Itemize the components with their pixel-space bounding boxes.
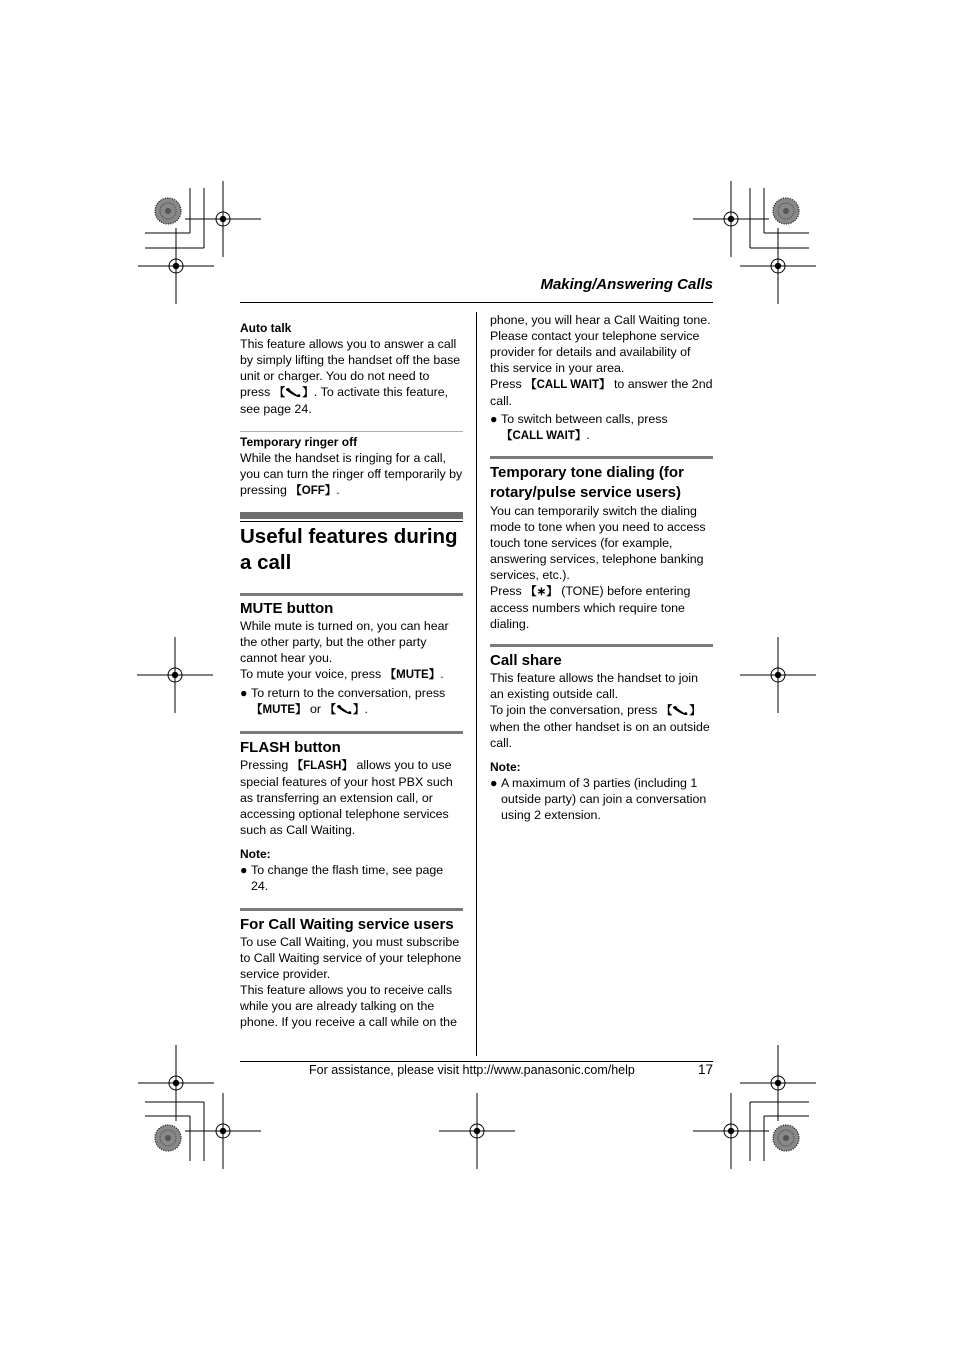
bullet-icon: ● [240, 686, 248, 700]
star-key: 【∗】 [525, 586, 558, 598]
bullet-icon: ● [240, 863, 248, 877]
footer-assistance-text: For assistance, please visit http://www.panasonic.com/help [309, 1063, 635, 1077]
auto-talk-text: This feature allows you to answer a call by simply lifting the handset off the base unit or charger. You do not need to press 【 】. To activate this feature, see page 24. [240, 337, 461, 416]
call-share-note-label: Note: [490, 760, 521, 774]
call-waiting-heading: For Call Waiting service users [240, 916, 454, 933]
call-wait-bullet: ● To switch between calls, press 【CALL WAIT】. [490, 412, 668, 442]
call-share-text-2: To join the conversation, press 【 】 when the other handset is on an outside call. [490, 703, 710, 750]
call-waiting-text: To use Call Waiting, you must subscribe to Call Waiting service of your telephone service provider. [240, 935, 462, 981]
tone-dialing-heading: Temporary tone dialing (for rotary/pulse service users) [490, 464, 684, 501]
page-header-title: Making/Answering Calls [540, 276, 713, 293]
off-key: 【OFF】 [290, 485, 337, 497]
page-title: Useful features during a call [240, 525, 458, 574]
mute-bullet: ● To return to the conversation, press 【MUTE】 or 【 】. [240, 686, 446, 716]
tone-dialing-text: You can temporarily switch the dialing mode to tone when you need to access touch tone services (for example, answering services, telephone banking services, etc.). [490, 504, 706, 582]
flash-text: Pressing 【FLASH】 allows you to use special features of your host PBX such as transferring an extension call, or accessing optional telephone services such as Call Waiting. [240, 758, 453, 837]
bullet-icon: ● [490, 412, 498, 426]
bullet-icon: ● [490, 776, 498, 790]
tone-dialing-press: Press 【∗】 (TONE) before entering access numbers which require tone dialing. [490, 584, 691, 631]
ringer-off-heading: Temporary ringer off [240, 435, 358, 449]
page-number: 17 [697, 1062, 713, 1077]
talk-key: 【 】 [273, 387, 314, 399]
flash-note-label: Note: [240, 847, 271, 861]
flash-heading: FLASH button [240, 739, 341, 756]
call-share-bullet: ● A maximum of 3 parties (including 1 outside party) can join a conversation using 2 extension. [490, 776, 707, 822]
mute-text-2: To mute your voice, press 【MUTE】. [240, 667, 444, 681]
call-waiting-text-2: This feature allows you to receive calls while you are already talking on the phone. If you receive a call while on the [240, 983, 457, 1029]
flash-bullet: ● To change the flash time, see page 24. [240, 863, 444, 893]
call-share-heading: Call share [490, 652, 562, 669]
auto-talk-heading: Auto talk [240, 321, 292, 335]
call-wait-press: Press 【CALL WAIT】 to answer the 2nd call. [490, 377, 713, 408]
ringer-off-text: While the handset is ringing for a call, you can turn the ringer off temporarily by pressing 【OFF】. [240, 451, 463, 497]
mute-text: While mute is turned on, you can hear the other party, but the other party cannot hear you. [240, 619, 449, 665]
mute-heading: MUTE button [240, 600, 334, 617]
call-share-text: This feature allows the handset to join an existing outside call. [490, 671, 699, 701]
call-waiting-continued: phone, you will hear a Call Waiting tone. Please contact your telephone service provider for details and availability of this service in your area. [490, 313, 711, 375]
